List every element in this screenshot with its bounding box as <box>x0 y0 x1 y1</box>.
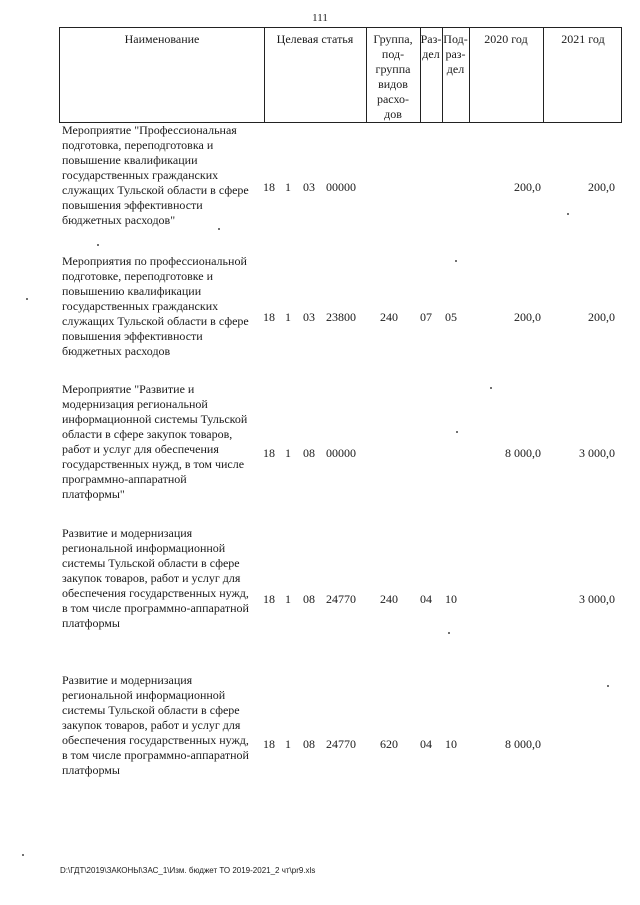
row-name: Развитие и модернизация региональной информационной системы Тульской области в сфере закупок товаров, работ и услуг для обеспечения государственных нужд, в том числе программно-аппаратной платформы <box>62 526 249 630</box>
row-code2: 1 <box>285 310 291 324</box>
row-group: 240 <box>380 310 398 324</box>
row-code4: 00000 <box>326 180 356 194</box>
row-group: 240 <box>380 592 398 606</box>
row-subsection: 05 <box>445 310 457 324</box>
table-row <box>59 123 622 248</box>
row-name: Мероприятие "Развитие и модернизация региональной информационной системы Тульской области в сфере закупок товаров, работ и услуг для обеспечения государственных нужд, в том числе программно-аппаратной платформы" <box>62 382 248 501</box>
scan-speck <box>456 431 458 433</box>
row-code2: 1 <box>285 180 291 194</box>
row-value-2021: 3 000,0 <box>579 446 615 460</box>
header-subsection: Под- раз- дел <box>443 32 468 76</box>
row-name: Развитие и модернизация региональной информационной системы Тульской области в сфере закупок товаров, работ и услуг для обеспечения государственных нужд, в том числе программно-аппаратной платформы <box>62 673 249 777</box>
row-code4: 00000 <box>326 446 356 460</box>
row-value-2020: 200,0 <box>514 310 541 324</box>
row-value-2020: 200,0 <box>514 180 541 194</box>
scan-speck <box>455 260 457 262</box>
scan-speck <box>218 228 220 230</box>
header-year-2021: 2021 год <box>561 32 605 46</box>
scan-speck <box>22 854 24 856</box>
footer-file-path: D:\ГДТ\2019\ЗАКОНЫ\ЗАС_1\Изм. бюджет ТО 2019-2021_2 чт\pr9.xls <box>60 866 316 875</box>
row-code3: 08 <box>303 737 315 751</box>
row-value-2021: 3 000,0 <box>579 592 615 606</box>
scan-speck <box>607 685 609 687</box>
budget-table <box>59 27 622 777</box>
header-target-article: Целевая статья <box>276 32 354 46</box>
row-section: 04 <box>420 737 432 751</box>
row-value-2020: 8 000,0 <box>505 737 541 751</box>
row-code1: 18 <box>263 737 275 751</box>
table-row <box>59 254 622 384</box>
scan-speck <box>97 244 99 246</box>
row-group: 620 <box>380 737 398 751</box>
row-code1: 18 <box>263 446 275 460</box>
row-code3: 03 <box>303 310 315 324</box>
row-code4: 23800 <box>326 310 356 324</box>
row-code3: 08 <box>303 446 315 460</box>
row-code4: 24770 <box>326 737 356 751</box>
row-value-2021: 200,0 <box>588 310 615 324</box>
row-name: Мероприятия по профессиональной подготовке, переподготовке и повышению квалификации государственных гражданских служащих Тульской области в сфере повышения эффективности бюджетных расходов <box>62 254 249 358</box>
row-code4: 24770 <box>326 592 356 606</box>
header-group: Группа, под- группа видов расхо- дов <box>373 32 413 121</box>
table-row <box>59 673 622 803</box>
row-value-2020: 8 000,0 <box>505 446 541 460</box>
scan-speck <box>26 298 28 300</box>
row-code1: 18 <box>263 310 275 324</box>
table-row <box>59 526 622 671</box>
row-code2: 1 <box>285 446 291 460</box>
scan-speck <box>567 213 569 215</box>
scan-speck <box>490 387 492 389</box>
row-code1: 18 <box>263 592 275 606</box>
row-code1: 18 <box>263 180 275 194</box>
header-section: Раз- дел <box>420 32 442 61</box>
row-code2: 1 <box>285 737 291 751</box>
header-name: Наименование <box>124 32 200 46</box>
row-code2: 1 <box>285 592 291 606</box>
row-value-2021: 200,0 <box>588 180 615 194</box>
scan-speck <box>448 632 450 634</box>
page-number: 111 <box>312 12 328 24</box>
row-name: Мероприятие "Профессиональная подготовка, переподготовка и повышение квалификации государственных гражданских служащих Тульской области в сфере повышения эффективности бюджетных расходов" <box>62 123 249 227</box>
table-header <box>59 27 622 123</box>
table-row <box>59 382 622 532</box>
row-code3: 08 <box>303 592 315 606</box>
row-subsection: 10 <box>445 737 457 751</box>
row-section: 07 <box>420 310 432 324</box>
row-section: 04 <box>420 592 432 606</box>
row-code3: 03 <box>303 180 315 194</box>
row-subsection: 10 <box>445 592 457 606</box>
header-year-2020: 2020 год <box>484 32 528 46</box>
